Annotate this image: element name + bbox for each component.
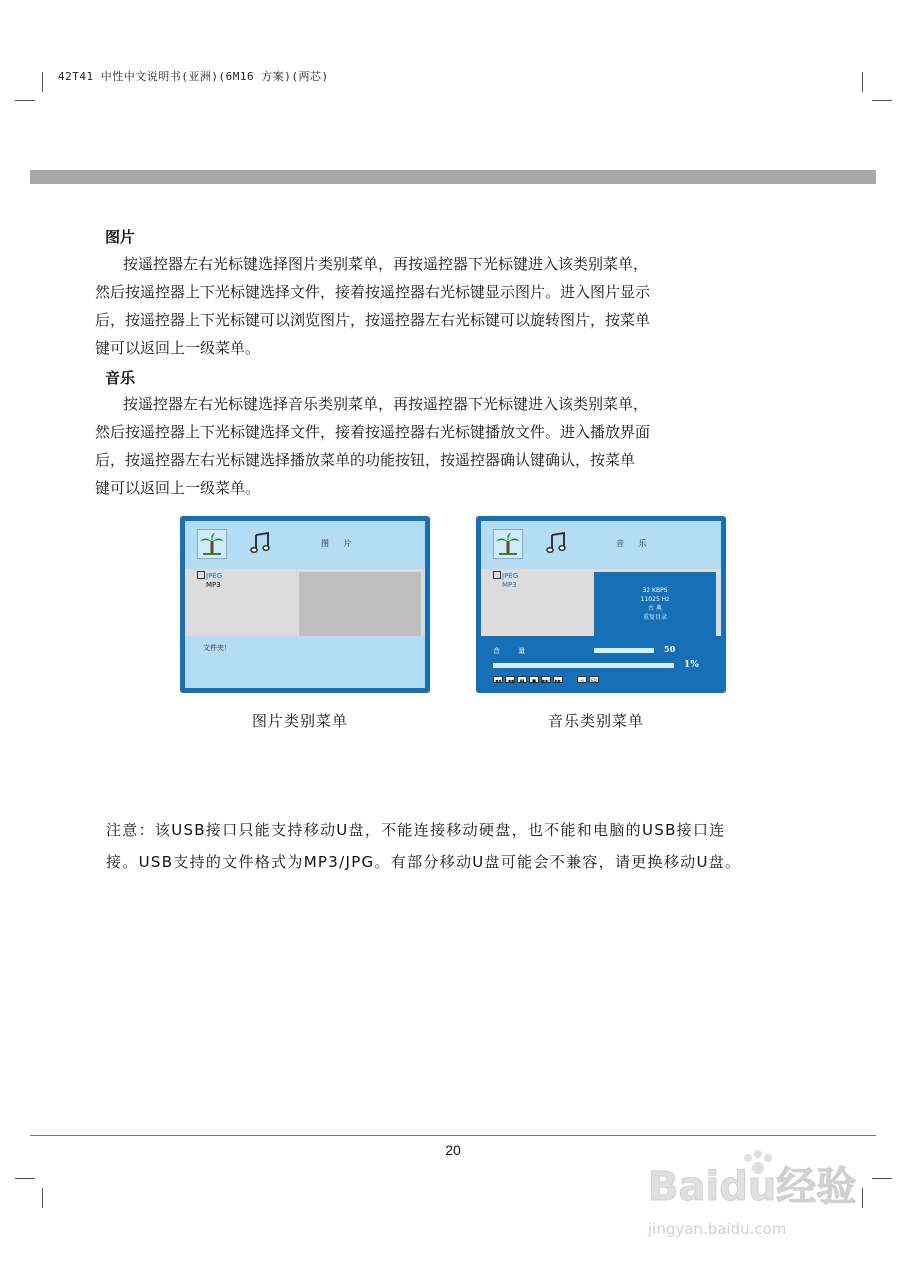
rewind-button[interactable]: ◀◀ bbox=[494, 678, 502, 683]
screen-title: 图 片 bbox=[321, 539, 358, 548]
text-line: 然后按遥控器上下光标键选择文件，接着按遥控器右光标键显示图片。进入图片显示 bbox=[95, 283, 651, 301]
fast-forward-button[interactable]: ▶▶ bbox=[554, 678, 562, 683]
file-label: MP3 bbox=[206, 581, 221, 589]
file-label: JPEG bbox=[206, 572, 223, 580]
text-line: 键可以返回上一级菜单。 bbox=[95, 479, 261, 497]
text-line: 然后按遥控器上下光标键选择文件，接着按遥控器右光标键播放文件。进入播放界面 bbox=[95, 423, 651, 441]
next-button[interactable]: ▶▶| bbox=[542, 678, 550, 683]
volume-value: 50 bbox=[664, 644, 676, 654]
repeat-button[interactable]: ⟲ bbox=[577, 676, 587, 683]
stop-button[interactable]: ■ bbox=[529, 676, 539, 683]
file-label: JPEG bbox=[502, 572, 519, 580]
file-item-jpeg[interactable] bbox=[493, 571, 518, 580]
document-header: 42T41 中性中文说明书(亚洲)(6M16 方案)(两芯) bbox=[58, 70, 329, 83]
crop-mark bbox=[862, 72, 863, 92]
status-text: 文件夹！ bbox=[203, 644, 231, 652]
section-body-photo bbox=[95, 250, 795, 362]
playback-panel bbox=[481, 636, 721, 688]
crop-mark bbox=[15, 1178, 35, 1179]
track-info-box bbox=[594, 572, 716, 639]
text-line: 按遥控器左右光标键选择图片类别菜单，再按遥控器下光标键进入该类别菜单， bbox=[123, 255, 649, 273]
top-divider-bar bbox=[30, 170, 876, 184]
usb-note bbox=[106, 814, 826, 878]
watermark-url: jingyan.baidu.com bbox=[648, 1220, 787, 1238]
note-line: 注意：该USB接口只能支持移动U盘，不能连接移动硬盘，也不能和电脑的USB接口连 bbox=[106, 821, 726, 839]
music-menu-caption: 音乐类别菜单 bbox=[548, 712, 645, 730]
photo-menu-caption: 图片类别菜单 bbox=[252, 712, 349, 730]
screen-header bbox=[481, 521, 721, 569]
music-note-icon bbox=[247, 529, 275, 557]
repeat-mode-text: 重复目录 bbox=[642, 614, 667, 621]
image-preview-box bbox=[299, 572, 421, 639]
photo-menu-screen bbox=[180, 516, 430, 693]
crop-mark bbox=[15, 100, 35, 101]
file-item-mp3[interactable] bbox=[197, 580, 222, 589]
note-line: 接。USB支持的文件格式为MP3/JPG。有部分移动U盘可能会不兼容，请更换移动U盘。 bbox=[106, 853, 742, 871]
footer-divider bbox=[30, 1135, 876, 1136]
palm-tree-icon bbox=[197, 529, 227, 559]
palm-tree-icon bbox=[493, 529, 523, 559]
screen-title: 音 乐 bbox=[616, 539, 653, 548]
text-line: 后，按遥控器上下光标键可以浏览图片，按遥控器左右光标键可以旋转图片，按菜单 bbox=[95, 311, 651, 329]
music-note-icon bbox=[543, 529, 571, 557]
folder-icon bbox=[197, 571, 205, 579]
eq-button[interactable]: EQ bbox=[589, 676, 599, 683]
folder-icon bbox=[493, 571, 501, 579]
logo-text: Baidu经验 bbox=[648, 1164, 857, 1210]
baidu-logo-icon bbox=[648, 1148, 880, 1218]
file-list bbox=[197, 571, 222, 589]
text-line: 键可以返回上一级菜单。 bbox=[95, 339, 261, 357]
section-title-music: 音乐 bbox=[105, 369, 136, 387]
text-line: 按遥控器左右光标键选择音乐类别菜单，再按遥控器下光标键进入该类别菜单， bbox=[123, 395, 649, 413]
file-item-jpeg[interactable] bbox=[197, 571, 222, 580]
text-line: 后，按遥控器左右光标键选择播放菜单的功能按钮，按遥控器确认键确认，按菜单 bbox=[95, 451, 636, 469]
section-title-photo: 图片 bbox=[105, 228, 136, 246]
sample-rate-text: 11025 Hz bbox=[640, 596, 670, 603]
crop-mark bbox=[42, 1188, 43, 1208]
screen-footer bbox=[185, 636, 425, 688]
screen-header bbox=[185, 521, 425, 569]
music-menu-screen bbox=[476, 516, 726, 693]
file-label: MP3 bbox=[502, 581, 517, 589]
progress-value: 1% bbox=[684, 660, 699, 670]
genre-text: 古 典 bbox=[648, 605, 662, 612]
bitrate-text: 32 KBPS bbox=[642, 587, 668, 594]
section-body-music bbox=[95, 390, 795, 502]
file-item-mp3[interactable] bbox=[493, 580, 518, 589]
file-list bbox=[493, 571, 518, 589]
volume-bar[interactable] bbox=[594, 648, 654, 653]
progress-bar[interactable] bbox=[493, 663, 674, 668]
baidu-watermark bbox=[648, 1148, 880, 1248]
pause-button[interactable]: ▮▮ bbox=[517, 676, 527, 683]
volume-label: 音 量 bbox=[493, 647, 534, 655]
page-number: 20 bbox=[445, 1142, 461, 1158]
crop-mark bbox=[872, 100, 892, 101]
previous-button[interactable]: |◀◀ bbox=[506, 678, 514, 683]
crop-mark bbox=[42, 72, 43, 92]
